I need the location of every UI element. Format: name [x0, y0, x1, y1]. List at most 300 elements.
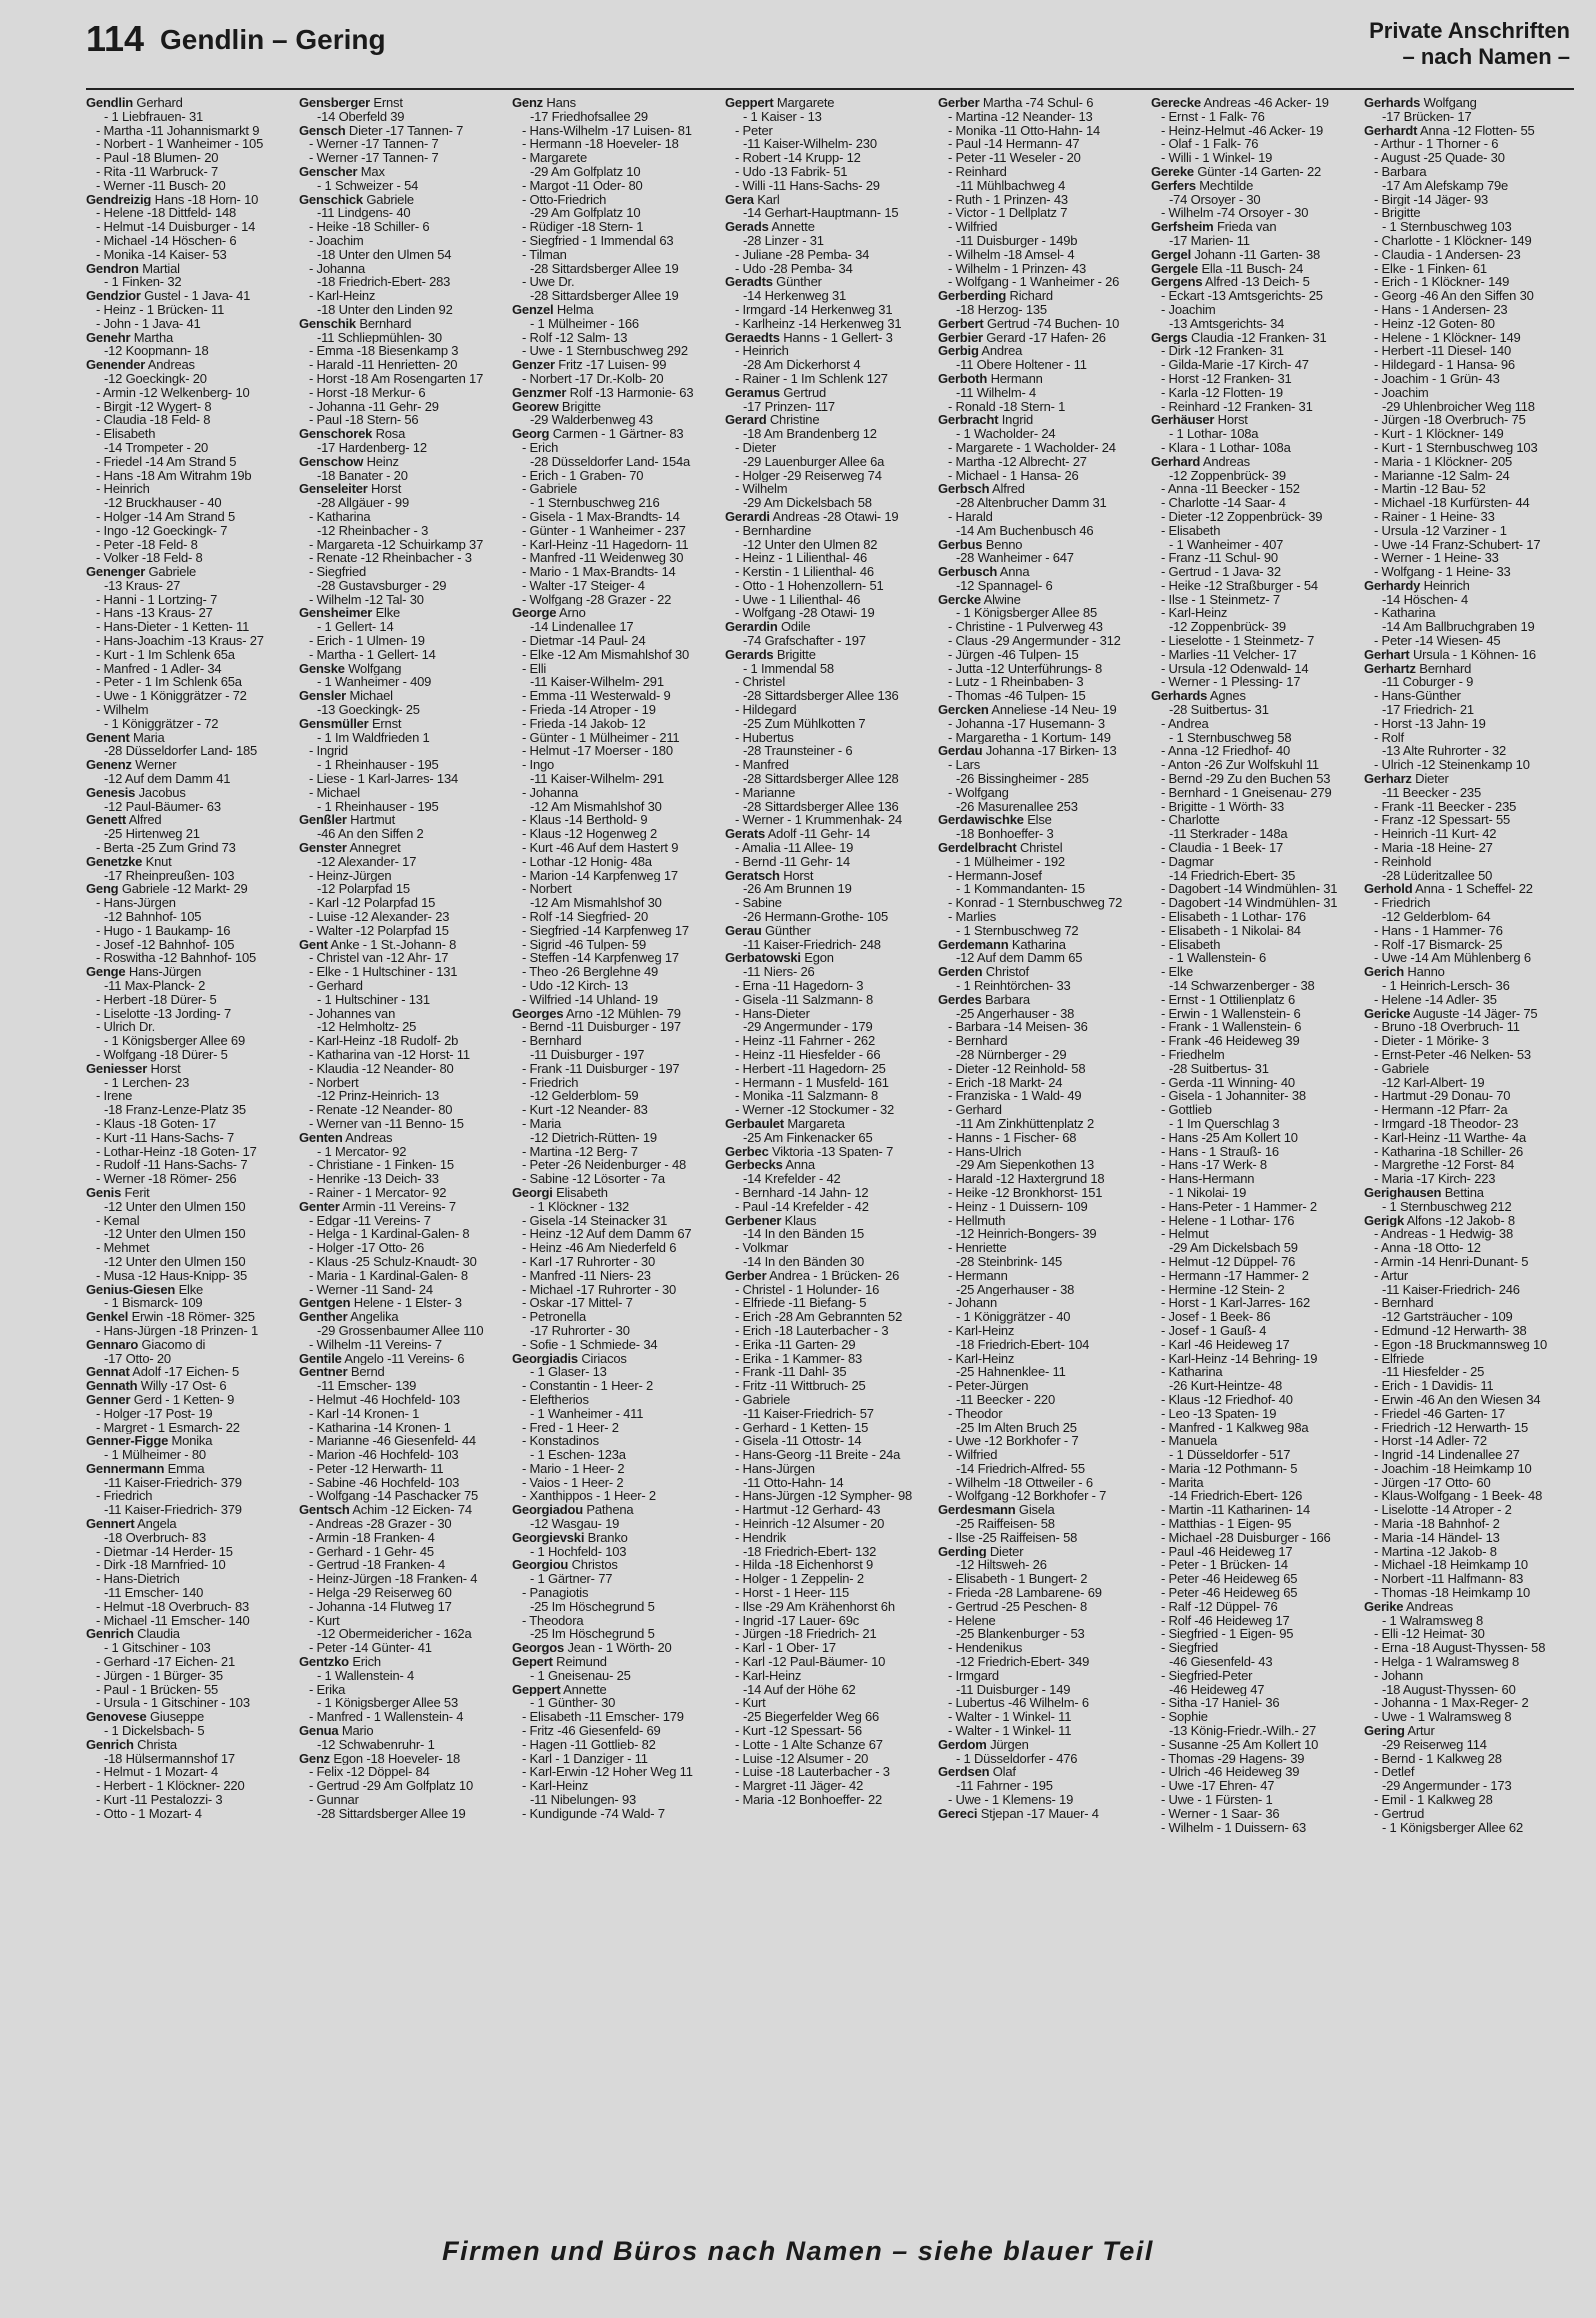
- directory-entry: [1151, 841, 1357, 855]
- surname: Geradts: [725, 275, 773, 290]
- entry-text: - Lars: [948, 758, 981, 773]
- surname-entry: [512, 386, 718, 400]
- entry-text: -17 Friedrich- 21: [1382, 703, 1474, 717]
- surname-entry: [1364, 772, 1570, 786]
- entry-text: -28 Nürnberger - 29: [956, 1047, 1067, 1062]
- entry-text: Anna: [785, 1158, 815, 1173]
- entry-text: - Helmut -18 Overbruch- 83: [96, 1599, 250, 1614]
- directory-entry: [299, 1172, 505, 1186]
- entry-text: - Lieselotte - 1 Steinmetz- 7: [1161, 634, 1315, 648]
- directory-entry: [1151, 1462, 1357, 1476]
- surname-entry: [512, 427, 718, 441]
- surname-entry: [1364, 1214, 1570, 1228]
- directory-entry: [512, 1076, 718, 1090]
- entry-text: Arno -12 Mühlen- 79: [566, 1006, 681, 1021]
- surname-entry: [86, 1434, 292, 1448]
- entry-text: Elke: [375, 606, 401, 621]
- directory-entry: [299, 248, 505, 262]
- directory-entry: [725, 1669, 931, 1683]
- directory-entry: [1151, 1765, 1357, 1779]
- directory-entry: [1364, 786, 1570, 800]
- entry-text: - Irene: [96, 1089, 133, 1104]
- entry-text: Margarete: [776, 96, 835, 110]
- surname: Genschick: [299, 192, 363, 207]
- surname-entry: [1364, 124, 1570, 138]
- directory-entry: [512, 1310, 718, 1324]
- directory-entry: [1364, 1462, 1570, 1476]
- entry-text: - Hans -18 Am Witrahm 19b: [96, 468, 252, 483]
- directory-entry: [1151, 1034, 1357, 1048]
- entry-text: - 1 Sternbuschweg 58: [1169, 730, 1292, 745]
- directory-entry: [1364, 413, 1570, 427]
- directory-entry: [512, 124, 718, 138]
- entry-text: -11 Hiesfelder - 25: [1382, 1365, 1485, 1380]
- directory-entry: [938, 1296, 1144, 1310]
- entry-text: -26 Kurt-Heintze- 48: [1169, 1379, 1283, 1393]
- surname: Gerber: [725, 1268, 767, 1283]
- surname: Gerhold: [1364, 882, 1413, 897]
- entry-text: - Norbert - 1 Wanheimer - 105: [96, 137, 264, 152]
- entry-text: - Josef - 1 Beek- 86: [1161, 1310, 1271, 1324]
- directory-entry: [299, 220, 505, 234]
- directory-entry: [299, 1145, 505, 1159]
- entry-text: -14 Am Buchenbusch 46: [956, 523, 1094, 538]
- entry-text: - Karl-Heinz -18 Rudolf- 2b: [309, 1034, 459, 1048]
- directory-entry: [512, 1103, 718, 1117]
- directory-entry: [1364, 1131, 1570, 1145]
- directory-entry: [725, 455, 931, 469]
- entry-text: -11 Kaiser-Wilhelm- 291: [530, 772, 664, 786]
- entry-text: - Erich -28 Am Gebrannten 52: [735, 1310, 903, 1324]
- entry-text: - Horst -13 Jahn- 19: [1374, 716, 1486, 731]
- directory-entry: [725, 372, 931, 386]
- entry-text: - Wolfgang - 1 Wanheimer - 26: [948, 275, 1120, 290]
- surname-entry: [938, 744, 1144, 758]
- entry-text: - Hermann - 1 Musfeld- 161: [735, 1075, 889, 1090]
- entry-text: - Walter - 1 Winkel- 11: [948, 1724, 1072, 1738]
- entry-text: - Gisela -14 Steinacker 31: [522, 1213, 668, 1228]
- entry-text: -12 Wasgau- 19: [530, 1517, 620, 1531]
- entry-text: -18 Am Brandenberg 12: [743, 427, 877, 441]
- directory-entry: [938, 1641, 1144, 1655]
- surname-entry: [938, 1503, 1144, 1517]
- directory-entry: [725, 662, 931, 676]
- entry-text: - Luise -18 Lauterbacher - 3: [735, 1765, 890, 1780]
- directory-entry: [86, 1600, 292, 1614]
- entry-text: - Ilse - 1 Steinmetz- 7: [1161, 592, 1280, 607]
- entry-text: - Kurt -11 Hans-Sachs- 7: [96, 1130, 235, 1145]
- directory-entry: [512, 344, 718, 358]
- surname: Gerigk: [1364, 1213, 1404, 1228]
- directory-entry: [86, 606, 292, 620]
- directory-entry: [299, 1600, 505, 1614]
- directory-entry: [299, 1738, 505, 1752]
- entry-text: - Kurt -12 Neander- 83: [522, 1103, 648, 1117]
- entry-text: - Joachim -18 Heimkamp 10: [1374, 1461, 1532, 1476]
- directory-entry: [1364, 1255, 1570, 1269]
- entry-text: - Vaios - 1 Heer- 2: [522, 1475, 624, 1490]
- surname-entry: [725, 510, 931, 524]
- directory-entry: [1364, 593, 1570, 607]
- entry-text: - Wilhelm -12 Tal- 30: [309, 592, 424, 607]
- directory-entry: [512, 1048, 718, 1062]
- entry-text: - 1 Sternbuschweg 72: [956, 923, 1079, 938]
- entry-text: - Brigitte - 1 Wörth- 33: [1161, 799, 1285, 814]
- entry-text: Gabriele -12 Markt- 29: [121, 882, 248, 897]
- directory-column: [1364, 96, 1570, 2226]
- directory-entry: [512, 1600, 718, 1614]
- entry-text: - Klaudia -12 Neander- 80: [309, 1061, 454, 1076]
- surname: Gerdemann: [938, 937, 1009, 952]
- entry-text: - Herbert -18 Dürer- 5: [96, 992, 217, 1007]
- directory-entry: [725, 744, 931, 758]
- entry-text: -12 Rheinbacher - 3: [317, 523, 429, 538]
- directory-entry: [938, 1793, 1144, 1807]
- entry-text: -18 Unter den Ulmen 54: [317, 247, 452, 262]
- directory-entry: [86, 441, 292, 455]
- entry-text: Dieter -17 Tannen- 7: [348, 123, 464, 138]
- entry-text: - 1 Wallenstein- 4: [317, 1668, 415, 1683]
- directory-entry: [938, 248, 1144, 262]
- surname-entry: [1151, 220, 1357, 234]
- surname: Gerhardt: [1364, 123, 1418, 138]
- surname: Gensch: [299, 123, 346, 138]
- directory-entry: [938, 469, 1144, 483]
- surname-entry: [299, 1655, 505, 1669]
- entry-text: - Detlef: [1374, 1765, 1415, 1780]
- entry-text: - Wolfgang -12 Borkhofer - 7: [948, 1489, 1107, 1504]
- directory-entry: [1364, 813, 1570, 827]
- directory-entry: [725, 800, 931, 814]
- entry-text: - Gilda-Marie -17 Kirch- 47: [1161, 358, 1309, 372]
- directory-entry: [512, 1255, 718, 1269]
- entry-text: - Brigitte: [1374, 206, 1421, 221]
- surname-entry: [1364, 965, 1570, 979]
- entry-text: - Ernst-Peter -46 Nelken- 53: [1374, 1047, 1531, 1062]
- entry-text: - Karl -14 Kronen- 1: [309, 1406, 420, 1421]
- directory-entry: [1364, 979, 1570, 993]
- entry-text: - Peter -14 Wiesen- 45: [1374, 634, 1501, 648]
- directory-entry: [938, 675, 1144, 689]
- directory-entry: [299, 882, 505, 896]
- directory-entry: [1151, 1269, 1357, 1283]
- directory-entry: [1151, 1283, 1357, 1297]
- entry-text: -12 Prinz-Heinrich- 13: [317, 1089, 440, 1104]
- directory-entry: [512, 1765, 718, 1779]
- entry-text: - Horst - 1 Karl-Jarres- 162: [1161, 1296, 1310, 1311]
- entry-text: - Uwe -14 Am Mühlenberg 6: [1374, 951, 1531, 966]
- directory-entry: [725, 206, 931, 220]
- entry-text: - Monika -11 Salzmann- 8: [735, 1089, 879, 1104]
- directory-entry: [938, 717, 1144, 731]
- directory-entry: [938, 772, 1144, 786]
- entry-text: - Klaus -25 Schulz-Knaudt- 30: [309, 1254, 477, 1269]
- directory-entry: [1364, 1641, 1570, 1655]
- surname: Gereci: [938, 1806, 978, 1821]
- directory-entry: [725, 606, 931, 620]
- entry-text: Else: [1027, 813, 1052, 828]
- entry-text: - Gertrud -29 Am Golfplatz 10: [309, 1779, 473, 1794]
- entry-text: -13 König-Friedr.-Wilh.- 27: [1169, 1724, 1317, 1738]
- surname-entry: [299, 1503, 505, 1517]
- surname: Gerecke: [1151, 96, 1201, 110]
- directory-entry: [1151, 772, 1357, 786]
- entry-text: Martha -74 Schul- 6: [982, 96, 1094, 110]
- entry-text: - Franz -11 Schul- 90: [1161, 551, 1278, 566]
- directory-entry: [299, 579, 505, 593]
- entry-text: - Joachim: [309, 233, 364, 248]
- entry-text: - Siegfried: [309, 565, 367, 579]
- directory-entry: [1364, 538, 1570, 552]
- entry-text: -11 Sterkrader - 148a: [1169, 827, 1288, 842]
- directory-entry: [938, 758, 1144, 772]
- directory-entry: [299, 772, 505, 786]
- entry-text: -12 Alexander- 17: [317, 854, 417, 869]
- directory-entry: [1364, 275, 1570, 289]
- surname: Gerhart: [1364, 647, 1410, 662]
- directory-entry: [512, 1724, 718, 1738]
- directory-entry: [725, 965, 931, 979]
- directory-entry: [1151, 289, 1357, 303]
- entry-text: Willy -17 Ost- 6: [140, 1379, 227, 1393]
- entry-text: - Hans - 1 Strauß- 16: [1161, 1144, 1279, 1159]
- directory-entry: [938, 1448, 1144, 1462]
- entry-text: Fritz -17 Luisen- 99: [558, 358, 667, 372]
- entry-text: - Robert -14 Krupp- 12: [735, 151, 861, 165]
- directory-entry: [938, 1421, 1144, 1435]
- surname-entry: [299, 1296, 505, 1310]
- entry-text: - Ilse -25 Raiffeisen- 58: [948, 1530, 1078, 1545]
- entry-text: - Liselotte -13 Jording- 7: [96, 1006, 231, 1021]
- directory-entry: [725, 1683, 931, 1697]
- entry-text: - Günter - 1 Mülheimer - 211: [522, 730, 680, 745]
- directory-entry: [1151, 1214, 1357, 1228]
- directory-entry: [86, 1545, 292, 1559]
- entry-text: - Helene -14 Adler- 35: [1374, 992, 1497, 1007]
- surname: Gerike: [1364, 1599, 1404, 1614]
- directory-entry: [725, 1296, 931, 1310]
- entry-text: - Maria -12 Bonhoeffer- 22: [735, 1793, 883, 1807]
- entry-text: -11 Kaiser-Friedrich- 379: [104, 1475, 242, 1490]
- entry-text: - Karl-Heinz: [522, 1779, 589, 1794]
- directory-entry: [1364, 1503, 1570, 1517]
- entry-text: - Theo -26 Berglehne 49: [522, 965, 659, 979]
- entry-text: Ferit: [124, 1185, 150, 1200]
- directory-entry: [86, 386, 292, 400]
- directory-entry: [86, 1227, 292, 1241]
- entry-text: Michael: [349, 689, 393, 704]
- directory-entry: [512, 1214, 718, 1228]
- directory-entry: [725, 579, 931, 593]
- directory-entry: [1364, 220, 1570, 234]
- directory-entry: [1151, 1669, 1357, 1683]
- entry-text: - Eckart -13 Amtsgerichts- 25: [1161, 289, 1323, 303]
- surname-entry: [512, 1503, 718, 1517]
- directory-entry: [299, 179, 505, 193]
- entry-text: - Michael - 1 Hansa- 26: [948, 468, 1079, 483]
- surname-entry: [86, 1365, 292, 1379]
- entry-text: - Peter -12 Herwarth- 11: [309, 1461, 444, 1476]
- directory-entry: [1364, 1752, 1570, 1766]
- directory-entry: [1151, 1227, 1357, 1241]
- surname-entry: [299, 938, 505, 952]
- directory-entry: [86, 1200, 292, 1214]
- directory-entry: [725, 1421, 931, 1435]
- entry-text: -11 Emscher- 139: [317, 1379, 417, 1393]
- surname-entry: [1364, 96, 1570, 110]
- entry-text: - Erika -11 Garten- 29: [735, 1337, 856, 1352]
- entry-text: - Lothar-Heinz -18 Goten- 17: [96, 1144, 257, 1159]
- entry-text: -46 Giesenfeld- 43: [1169, 1655, 1273, 1669]
- header-rule: [86, 88, 1574, 90]
- surname: Geng: [86, 882, 119, 897]
- entry-text: - 1 Sternbuschweg 212: [1382, 1199, 1512, 1214]
- directory-entry: [938, 551, 1144, 565]
- entry-text: Katharina: [1011, 937, 1066, 952]
- directory-entry: [86, 896, 292, 910]
- entry-text: - Heike -12 Straßburger - 54: [1161, 578, 1318, 593]
- entry-text: - Kurt: [735, 1696, 766, 1711]
- surname-entry: [512, 1641, 718, 1655]
- entry-text: - Panagiotis: [522, 1586, 589, 1600]
- entry-text: - Elisabeth - 1 Bungert- 2: [948, 1572, 1088, 1587]
- entry-text: - Maria -12 Pothmann- 5: [1161, 1461, 1298, 1476]
- directory-entry: [512, 262, 718, 276]
- directory-entry: [1364, 1089, 1570, 1103]
- entry-text: - Martin -11 Katharinen- 14: [1161, 1503, 1310, 1518]
- entry-text: - Uwe -17 Ehren- 47: [1161, 1779, 1275, 1794]
- entry-text: - Gisela -11 Ottostr- 14: [735, 1434, 862, 1449]
- entry-text: - Gabriele: [522, 482, 578, 497]
- surname: Genett: [86, 813, 126, 828]
- entry-text: -28 Suitbertus- 31: [1169, 703, 1269, 717]
- directory-entry: [86, 248, 292, 262]
- entry-text: - Heinz-Helmut -46 Acker- 19: [1161, 123, 1324, 138]
- entry-text: - Frank - 1 Wallenstein- 6: [1161, 1020, 1302, 1035]
- entry-text: -12 Polarpfad 15: [317, 882, 410, 897]
- entry-text: - Johannes van: [309, 1006, 396, 1021]
- surname: Gera: [725, 192, 754, 207]
- directory-entry: [1364, 1669, 1570, 1683]
- directory-entry: [1364, 1517, 1570, 1531]
- directory-entry: [938, 1489, 1144, 1503]
- directory-entry: [1151, 924, 1357, 938]
- surname-entry: [512, 96, 718, 110]
- directory-entry: [725, 1089, 931, 1103]
- entry-text: - Roswitha -12 Bahnhof- 105: [96, 951, 257, 966]
- directory-entry: [299, 1048, 505, 1062]
- surname-entry: [1151, 331, 1357, 345]
- surname: Gensheimer: [299, 606, 373, 621]
- surname-entry: [1151, 455, 1357, 469]
- entry-text: - Günter - 1 Wanheimer - 237: [522, 523, 686, 538]
- entry-text: - Margarete: [522, 151, 587, 165]
- entry-text: -12 Koopmann- 18: [104, 344, 209, 359]
- surname-entry: [299, 165, 505, 179]
- surname: Gentgen: [299, 1296, 351, 1311]
- entry-text: - Hans-Jürgen -18 Prinzen- 1: [96, 1323, 259, 1338]
- directory-entry: [1151, 1710, 1357, 1724]
- directory-entry: [938, 620, 1144, 634]
- surname: Gergele: [1151, 261, 1199, 276]
- entry-text: - Dietmar -14 Paul- 24: [522, 634, 646, 648]
- directory-entry: [86, 151, 292, 165]
- directory-entry: [86, 551, 292, 565]
- entry-text: - 1 Königsberger Allee 62: [1382, 1820, 1523, 1835]
- directory-entry: [1151, 400, 1357, 414]
- entry-text: - Heinrich -12 Alsumer - 20: [735, 1517, 885, 1531]
- surname: Genetzke: [86, 854, 143, 869]
- entry-text: - Elfriede -11 Biefang- 5: [735, 1296, 867, 1311]
- entry-text: -25 Am Finkenacker 65: [743, 1130, 873, 1145]
- directory-entry: [1364, 151, 1570, 165]
- directory-entry: [512, 841, 718, 855]
- entry-text: - Siegfried: [1161, 1641, 1219, 1656]
- directory-entry: [1364, 510, 1570, 524]
- surname: Gerau: [725, 923, 762, 938]
- entry-text: -14 Schwarzenberger - 38: [1169, 979, 1315, 993]
- directory-entry: [938, 1558, 1144, 1572]
- entry-text: - Norbert: [309, 1075, 359, 1090]
- entry-text: -14 Trompeter - 20: [104, 440, 209, 455]
- directory-entry: [86, 675, 292, 689]
- entry-text: - Hermann -12 Pfarr- 2a: [1374, 1103, 1508, 1117]
- directory-entry: [725, 938, 931, 952]
- entry-text: - Theodor: [948, 1406, 1003, 1421]
- surname-entry: [299, 1352, 505, 1366]
- entry-text: - Walter - 1 Winkel- 11: [948, 1710, 1072, 1725]
- directory-entry: [1151, 1545, 1357, 1559]
- entry-text: -11 Kaiser-Friedrich- 248: [743, 937, 881, 952]
- entry-text: - Udo -12 Kirch- 13: [522, 979, 629, 993]
- directory-entry: [299, 869, 505, 883]
- entry-text: - Friedrich -12 Herwarth- 15: [1374, 1420, 1529, 1435]
- directory-entry: [1151, 993, 1357, 1007]
- entry-text: - Werner -11 Sand- 24: [309, 1282, 433, 1297]
- directory-entry: [86, 455, 292, 469]
- entry-text: - Johanna -11 Gehr- 29: [309, 399, 439, 414]
- surname-entry: [86, 358, 292, 372]
- entry-text: - 1 Wallenstein- 6: [1169, 951, 1267, 966]
- directory-entry: [299, 855, 505, 869]
- entry-text: - 1 Schweizer - 54: [317, 178, 419, 193]
- directory-entry: [512, 137, 718, 151]
- directory-entry: [299, 1421, 505, 1435]
- entry-text: - Bernhard: [948, 1034, 1008, 1048]
- entry-text: - 1 Königgrätzer - 72: [104, 716, 219, 731]
- entry-text: - Wolfgang -28 Otawi- 19: [735, 606, 875, 621]
- directory-entry: [938, 1407, 1144, 1421]
- entry-text: - 1 Wanheimer - 409: [317, 675, 432, 690]
- directory-entry: [512, 1710, 718, 1724]
- entry-text: -25 Zum Mühlkotten 7: [743, 716, 866, 731]
- entry-text: - Amalia -11 Allee- 19: [735, 841, 854, 855]
- surname-entry: [1151, 96, 1357, 110]
- entry-text: -12 Goeckingk- 20: [104, 371, 207, 386]
- entry-text: - Hans-Jürgen: [735, 1461, 815, 1476]
- entry-text: - Hans-Peter - 1 Hammer- 2: [1161, 1199, 1317, 1214]
- entry-text: -11 Duisburger - 149b: [956, 233, 1078, 248]
- directory-entry: [725, 565, 931, 579]
- directory-entry: [725, 1407, 931, 1421]
- entry-text: -28 Lüderitzallee 50: [1382, 868, 1493, 883]
- directory-entry: [512, 1200, 718, 1214]
- entry-text: - Franz -12 Spessart- 55: [1374, 813, 1511, 828]
- directory-entry: [299, 800, 505, 814]
- surname-entry: [299, 662, 505, 676]
- entry-text: - Kurt - 1 Sternbuschweg 103: [1374, 440, 1538, 455]
- directory-entry: [1151, 951, 1357, 965]
